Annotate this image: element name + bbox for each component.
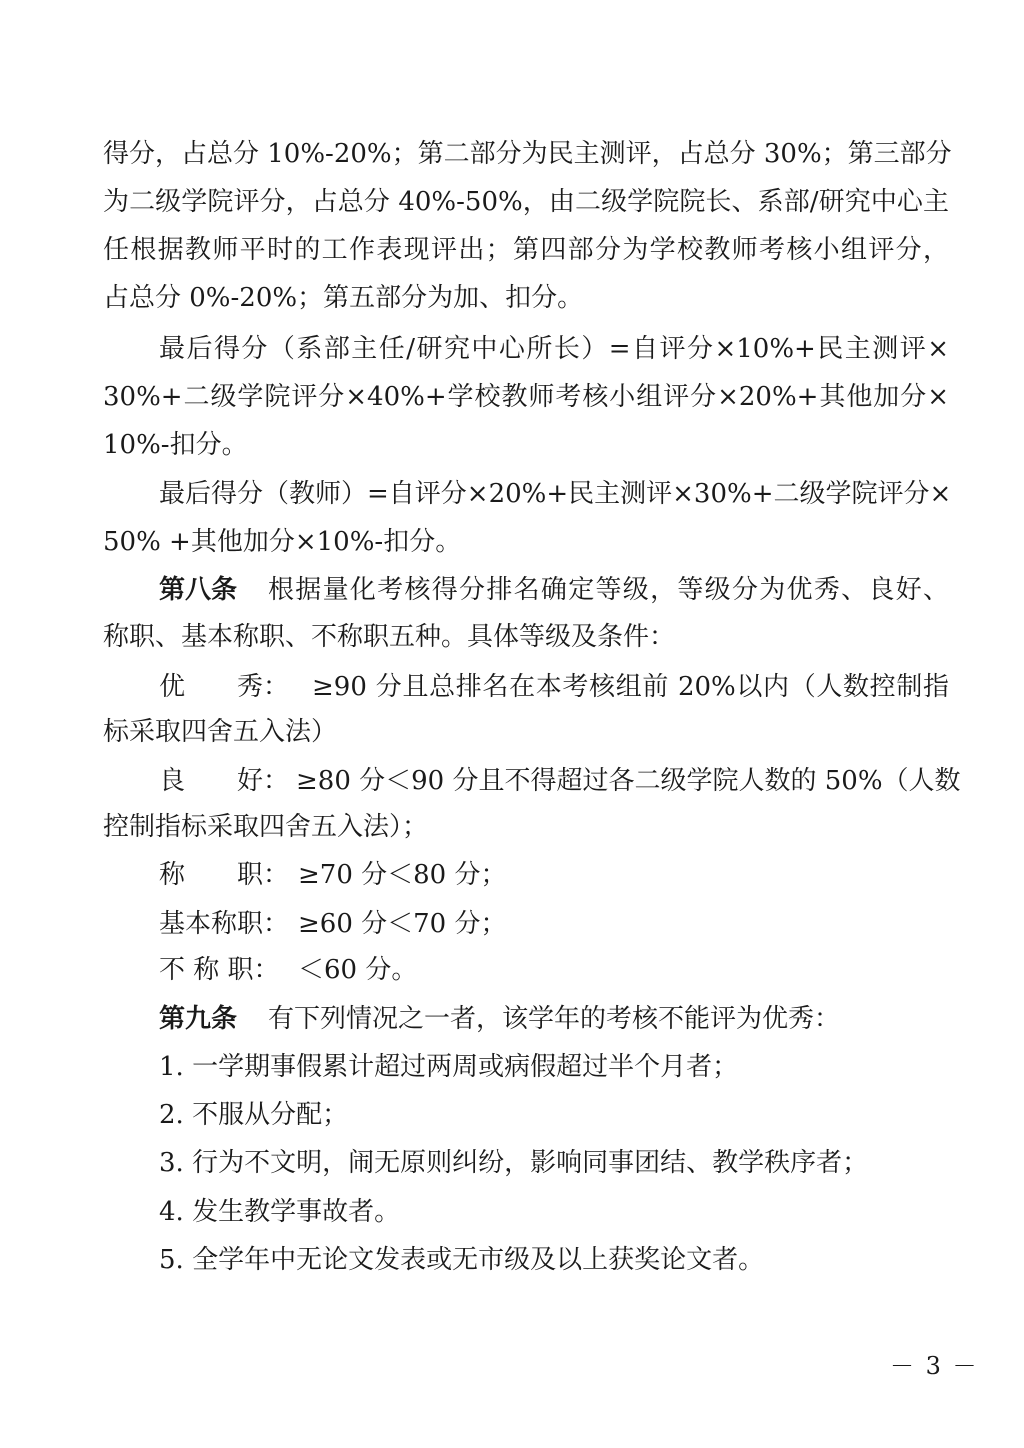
text-line bbox=[0, 755, 1024, 807]
grade-condition: ≥70 分＜80 分； bbox=[298, 860, 507, 890]
text-line bbox=[0, 898, 1024, 950]
text-line bbox=[0, 1234, 1024, 1286]
text-line bbox=[0, 1137, 1024, 1189]
text-line bbox=[0, 1186, 1024, 1238]
text-line bbox=[0, 801, 1024, 853]
grade-label: 优 秀： bbox=[159, 672, 290, 702]
text-line bbox=[0, 224, 1024, 276]
text-line bbox=[0, 564, 1024, 616]
text-line bbox=[0, 272, 1024, 324]
text-line bbox=[0, 611, 1024, 663]
list-item: 5. 全学年中无论文发表或无市级及以上获奖论文者。 bbox=[159, 1245, 765, 1275]
text-line bbox=[0, 1089, 1024, 1141]
paragraph-text: 有下列情况之一者，该学年的考核不能评为优秀： bbox=[268, 1004, 841, 1034]
formula-text: 10%-扣分。 bbox=[103, 430, 248, 460]
paragraph-text: 得分，占总分 10%-20%；第二部分为民主测评，占总分 30%；第三部分 bbox=[103, 139, 952, 169]
text-line bbox=[0, 706, 1024, 758]
paragraph-text: 根据量化考核得分排名确定等级，等级分为优秀、良好、 bbox=[268, 575, 949, 605]
text-line bbox=[0, 1041, 1024, 1093]
paragraph-text: 任根据教师平时的工作表现评出；第四部分为学校教师考核小组评分， bbox=[103, 235, 949, 265]
article-heading: 第九条 bbox=[159, 1004, 238, 1034]
formula-text: 30%+二级学院评分×40%+学校教师考核小组评分×20%+其他加分× bbox=[103, 382, 949, 412]
text-line bbox=[0, 371, 1024, 423]
grade-label: 称 职： bbox=[159, 860, 290, 890]
paragraph-text: 为二级学院评分，占总分 40%-50%，由二级学院院长、系部/研究中心主 bbox=[103, 187, 949, 217]
list-item: 3. 行为不文明，闹无原则纠纷，影响同事团结、教学秩序者； bbox=[159, 1148, 869, 1178]
text-line bbox=[0, 849, 1024, 901]
grade-condition: ＜60 分。 bbox=[298, 955, 418, 985]
grade-label: 基本称职： bbox=[159, 909, 290, 939]
text-line bbox=[0, 323, 1024, 375]
list-item: 4. 发生教学事故者。 bbox=[159, 1197, 401, 1227]
grade-label: 良 好： bbox=[159, 766, 290, 796]
grade-label: 不 称 职： bbox=[159, 955, 280, 985]
article-heading: 第八条 bbox=[159, 575, 238, 605]
text-line bbox=[0, 944, 1024, 996]
text-line bbox=[0, 468, 1024, 520]
list-item: 1. 一学期事假累计超过两周或病假超过半个月者； bbox=[159, 1052, 739, 1082]
paragraph-text: 占总分 0%-20%；第五部分为加、扣分。 bbox=[103, 283, 584, 313]
page-number: － 3 － bbox=[890, 1352, 979, 1380]
text-line bbox=[0, 128, 1024, 180]
text-line bbox=[0, 419, 1024, 471]
grade-condition: ≥90 分且总排名在本考核组前 20%以内（人数控制指 bbox=[312, 672, 949, 702]
list-item: 2. 不服从分配； bbox=[159, 1100, 349, 1130]
formula-text: 50% +其他加分×10%-扣分。 bbox=[103, 527, 462, 557]
grade-condition: ≥80 分＜90 分且不得超过各二级学院人数的 50%（人数 bbox=[296, 766, 961, 796]
paragraph-text: 称职、基本称职、不称职五种。具体等级及条件： bbox=[103, 622, 676, 652]
grade-condition: 标采取四舍五入法） bbox=[103, 717, 338, 747]
text-line bbox=[0, 516, 1024, 568]
text-line bbox=[0, 993, 1024, 1045]
formula-text: 最后得分（教师）=自评分×20%+民主测评×30%+二级学院评分× bbox=[159, 479, 952, 509]
grade-condition: ≥60 分＜70 分； bbox=[298, 909, 507, 939]
grade-condition: 控制指标采取四舍五入法）； bbox=[103, 812, 429, 842]
text-line bbox=[0, 176, 1024, 228]
formula-text: 最后得分（系部主任/研究中心所长）=自评分×10%+民主测评× bbox=[159, 334, 949, 364]
